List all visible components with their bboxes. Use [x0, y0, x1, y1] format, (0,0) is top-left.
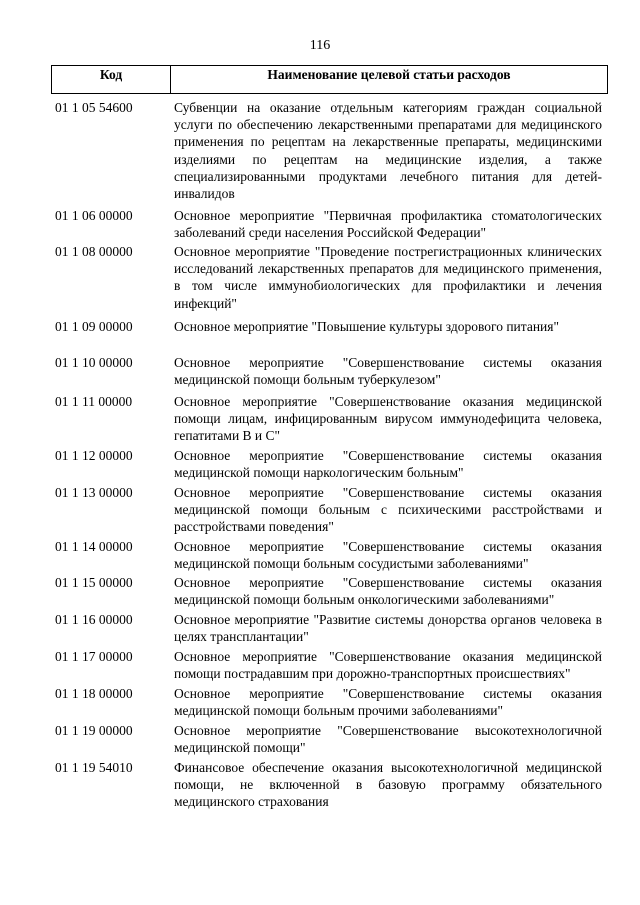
- table-row: [55, 354, 605, 388]
- row-code: 01 1 19 54010: [55, 760, 133, 775]
- table-row: [55, 648, 605, 682]
- row-code: 01 1 18 00000: [55, 686, 133, 701]
- row-code: 01 1 16 00000: [55, 612, 133, 627]
- table-row: [55, 393, 605, 445]
- table-row: [55, 538, 605, 572]
- row-code: 01 1 17 00000: [55, 649, 133, 664]
- row-name: Основное мероприятие "Совершенствование системы оказания медицинской помощи больным онкологическими заболеваниями": [174, 575, 602, 608]
- table-row: [55, 99, 605, 202]
- row-code: 01 1 06 00000: [55, 208, 133, 223]
- row-name: Основное мероприятие "Совершенствование оказания медицинской помощи лицам, инфицированным вирусом иммунодефицита человека, гепатитами B и C": [174, 394, 602, 444]
- table-row: [55, 611, 605, 645]
- page-number: 116: [309, 38, 331, 53]
- header-code: Код: [52, 66, 171, 93]
- header-name: Наименование целевой статьи расходов: [267, 67, 511, 82]
- table-row: [55, 574, 605, 608]
- row-name: Основное мероприятие "Совершенствование системы оказания медицинской помощи больным сосудистыми заболеваниями": [174, 539, 602, 572]
- table-row: [55, 759, 605, 811]
- row-name: Основное мероприятие "Развитие системы донорства органов человека в целях трансплантации": [174, 612, 602, 645]
- row-code: 01 1 14 00000: [55, 539, 133, 554]
- row-name: Основное мероприятие "Проведение пострегистрационных клинических исследований лекарственных препаратов для медицинского применения, в том числе иммунобиологических для профилактики и лечения инфекций": [174, 244, 602, 311]
- row-code: 01 1 11 00000: [55, 394, 133, 409]
- row-name: Основное мероприятие "Совершенствование высокотехнологичной медицинской помощи": [174, 723, 602, 756]
- row-name: Основное мероприятие "Совершенствование системы оказания медицинской помощи больным прочими заболеваниями": [174, 686, 602, 719]
- table-row: [55, 722, 605, 756]
- row-name: Субвенции на оказание отдельным категориям граждан социальной услуги по обеспечению лекарственными препаратами для медицинского применения по рецептам на лекарственные препараты, медицинскими изделиями по рецептам на медицинские изделия, а также специализированными продуктами лечебного питания для детей-инвалидов: [174, 100, 602, 202]
- row-code: 01 1 15 00000: [55, 575, 133, 590]
- table-row: [55, 318, 605, 335]
- row-code: 01 1 19 00000: [55, 723, 133, 738]
- row-name: Основное мероприятие "Совершенствование системы оказания медицинской помощи наркологическим больным": [174, 448, 602, 481]
- row-code: 01 1 13 00000: [55, 485, 133, 500]
- row-code: 01 1 08 00000: [55, 244, 133, 259]
- row-code: 01 1 10 00000: [55, 355, 133, 370]
- table-header: [51, 65, 608, 94]
- table-row: [55, 447, 605, 481]
- row-name: Основное мероприятие "Совершенствование оказания медицинской помощи пострадавшим при дорожно-транспортных происшествиях": [174, 649, 602, 682]
- row-code: 01 1 09 00000: [55, 319, 133, 334]
- table-row: [55, 484, 605, 536]
- row-name: Основное мероприятие "Первичная профилактика стоматологических заболеваний среди населения Российской Федерации": [174, 208, 602, 241]
- table-row: [55, 207, 605, 241]
- row-name: Основное мероприятие "Совершенствование системы оказания медицинской помощи больным с психическими расстройствами и расстройствами поведения": [174, 485, 602, 535]
- row-name: Основное мероприятие "Повышение культуры здорового питания": [174, 319, 560, 334]
- row-name: Финансовое обеспечение оказания высокотехнологичной медицинской помощи, не включенной в базовую программу обязательного медицинского страхования: [174, 760, 602, 810]
- row-name: Основное мероприятие "Совершенствование системы оказания медицинской помощи больным туберкулезом": [174, 355, 602, 388]
- row-code: 01 1 05 54600: [55, 100, 133, 115]
- row-code: 01 1 12 00000: [55, 448, 133, 463]
- table-row: [55, 685, 605, 719]
- table-row: [55, 243, 605, 312]
